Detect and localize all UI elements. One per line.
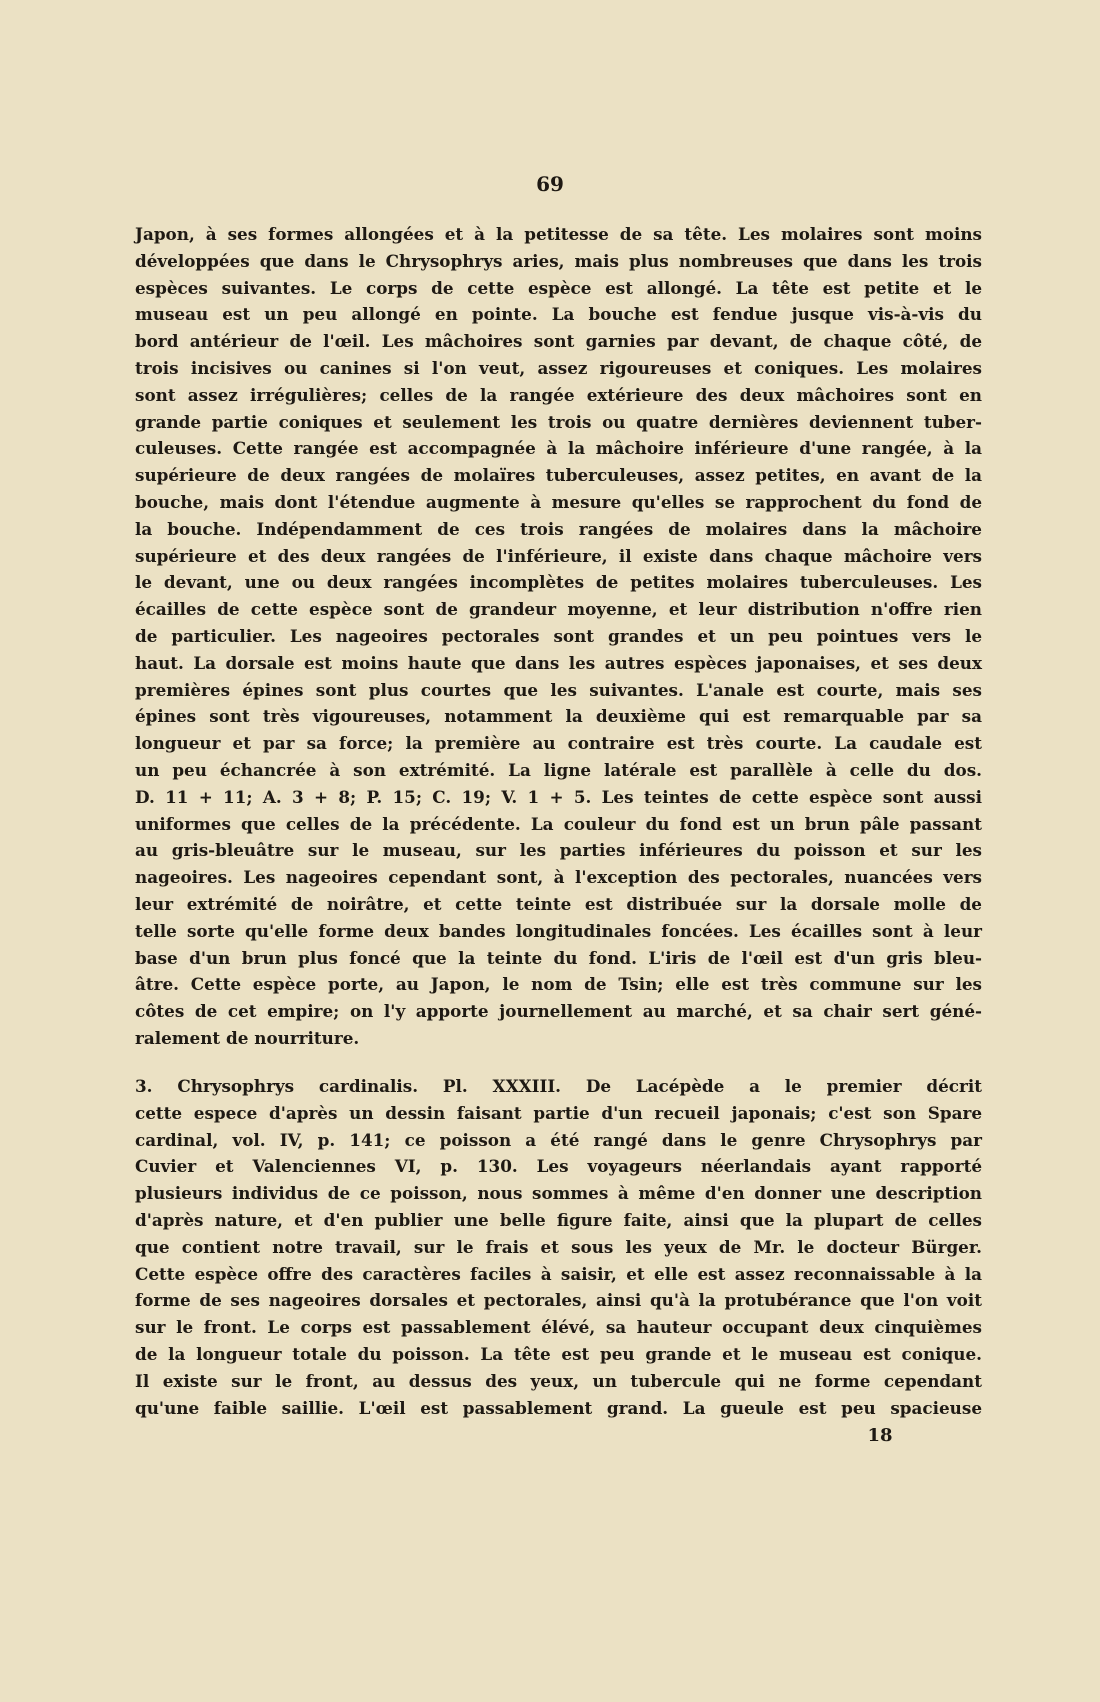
text-line: écailles de cette espèce sont de grandeur moyenne, et leur distribution n'offre rien [135, 599, 982, 620]
text-line: leur extrémité de noirâtre, et cette teinte est distribuée sur la dorsale molle de [135, 893, 982, 914]
continuation-paragraph [135, 221, 982, 1052]
text-line: trois incisives ou canines si l'on veut, assez rigoureuses et coniques. Les molaires [135, 357, 982, 378]
text-line: nageoires. Les nageoires cependant sont, à l'exception des pectorales, nuancées vers [135, 867, 982, 888]
text-line: haut. La dorsale est moins haute que dans les autres espèces japonaises, et ses deux [135, 652, 982, 673]
text-line: développées que dans le Chrysophrys aries, mais plus nombreuses que dans les trois [135, 250, 982, 271]
species-paragraph [135, 1073, 982, 1421]
text-line: ralement de nourriture. [135, 1027, 360, 1048]
text-line: Cette espèce offre des caractères faciles à saisir, et elle est assez reconnaissable à la [135, 1263, 982, 1284]
text-line: forme de ses nageoires dorsales et pectorales, ainsi qu'à la protubérance que l'on voit [135, 1290, 982, 1311]
text-line: espèces suivantes. Le corps de cette espèce est allongé. La tête est petite et le [135, 277, 982, 298]
text-line: âtre. Cette espèce porte, au Japon, le nom de Tsin; elle est très commune sur les [135, 974, 982, 995]
text-line: grande partie coniques et seulement les trois ou quatre dernières deviennent tuber- [135, 411, 982, 432]
text-line: cette espece d'après un dessin faisant partie d'un recueil japonais; c'est son Spare [135, 1102, 982, 1123]
text-line: qu'une faible saillie. L'œil est passablement grand. La gueule est peu spacieuse [135, 1397, 982, 1418]
text-line: côtes de cet empire; on l'y apporte journellement au marché, et sa chair sert géné- [135, 1001, 982, 1022]
text-line: Cuvier et Valenciennes VI, p. 130. Les voyageurs néerlandais ayant rapporté [135, 1156, 982, 1177]
signature-mark: 18 [867, 1425, 893, 1446]
text-line: plusieurs individus de ce poisson, nous sommes à même d'en donner une description [135, 1183, 982, 1204]
text-line: que contient notre travail, sur le frais et sous les yeux de Mr. le docteur Bürger. [135, 1236, 982, 1257]
text-line: telle sorte qu'elle forme deux bandes longitudinales foncées. Les écailles sont à leur [135, 920, 982, 941]
text-line: bouche, mais dont l'étendue augmente à mesure qu'elles se rapprochent du fond de [135, 491, 982, 512]
text-line: Il existe sur le front, au dessus des yeux, un tubercule qui ne forme cependant [135, 1370, 982, 1391]
text-line: sont assez irrégulières; celles de la rangée extérieure des deux mâchoires sont en [135, 384, 982, 405]
text-line: base d'un brun plus foncé que la teinte du fond. L'iris de l'œil est d'un gris bleu- [135, 947, 982, 968]
text-line: 3. Chrysophrys cardinalis. Pl. XXXIII. De Lacépède a le premier décrit [135, 1076, 982, 1096]
page-number: 69 [536, 172, 564, 196]
text-line: D. 11 + 11; A. 3 + 8; P. 15; C. 19; V. 1 + 5. Les teintes de cette espèce sont aussi [135, 786, 982, 807]
text-line: de particulier. Les nageoires pectorales sont grandes et un peu pointues vers le [135, 625, 982, 646]
text-line: la bouche. Indépendamment de ces trois rangées de molaires dans la mâchoire [135, 518, 982, 539]
text-line: bord antérieur de l'œil. Les mâchoires sont garnies par devant, de chaque côté, de [135, 331, 982, 352]
text-line: un peu échancrée à son extrémité. La ligne latérale est parallèle à celle du dos. [135, 759, 982, 780]
text-line: uniformes que celles de la précédente. La couleur du fond est un brun pâle passant [135, 813, 982, 834]
text-line: longueur et par sa force; la première au contraire est très courte. La caudale est [135, 733, 982, 754]
text-line: Japon, à ses formes allongées et à la petitesse de sa tête. Les molaires sont moins [135, 224, 982, 244]
text-line: sur le front. Le corps est passablement élévé, sa hauteur occupant deux cinquièmes [135, 1317, 982, 1338]
text-line: épines sont très vigoureuses, notamment la deuxième qui est remarquable par sa [135, 706, 982, 727]
text-line: culeuses. Cette rangée est accompagnée à la mâchoire inférieure d'une rangée, à la [135, 438, 982, 459]
text-line: supérieure et des deux rangées de l'inférieure, il existe dans chaque mâchoire vers [135, 545, 982, 566]
text-line: supérieure de deux rangées de molaïres tuberculeuses, assez petites, en avant de la [135, 465, 982, 486]
text-line: museau est un peu allongé en pointe. La bouche est fendue jusque vis-à-vis du [135, 304, 982, 325]
text-line: de la longueur totale du poisson. La tête est peu grande et le museau est conique. [135, 1343, 982, 1364]
text-line: premières épines sont plus courtes que les suivantes. L'anale est courte, mais ses [135, 679, 982, 700]
text-line: d'après nature, et d'en publier une belle figure faite, ainsi que la plupart de celles [135, 1209, 982, 1230]
text-line: cardinal, vol. IV, p. 141; ce poisson a été rangé dans le genre Chrysophrys par [135, 1129, 982, 1150]
text-line: le devant, une ou deux rangées incomplètes de petites molaires tuberculeuses. Les [135, 572, 982, 593]
text-line: au gris-bleuâtre sur le museau, sur les parties inférieures du poisson et sur les [135, 840, 982, 861]
